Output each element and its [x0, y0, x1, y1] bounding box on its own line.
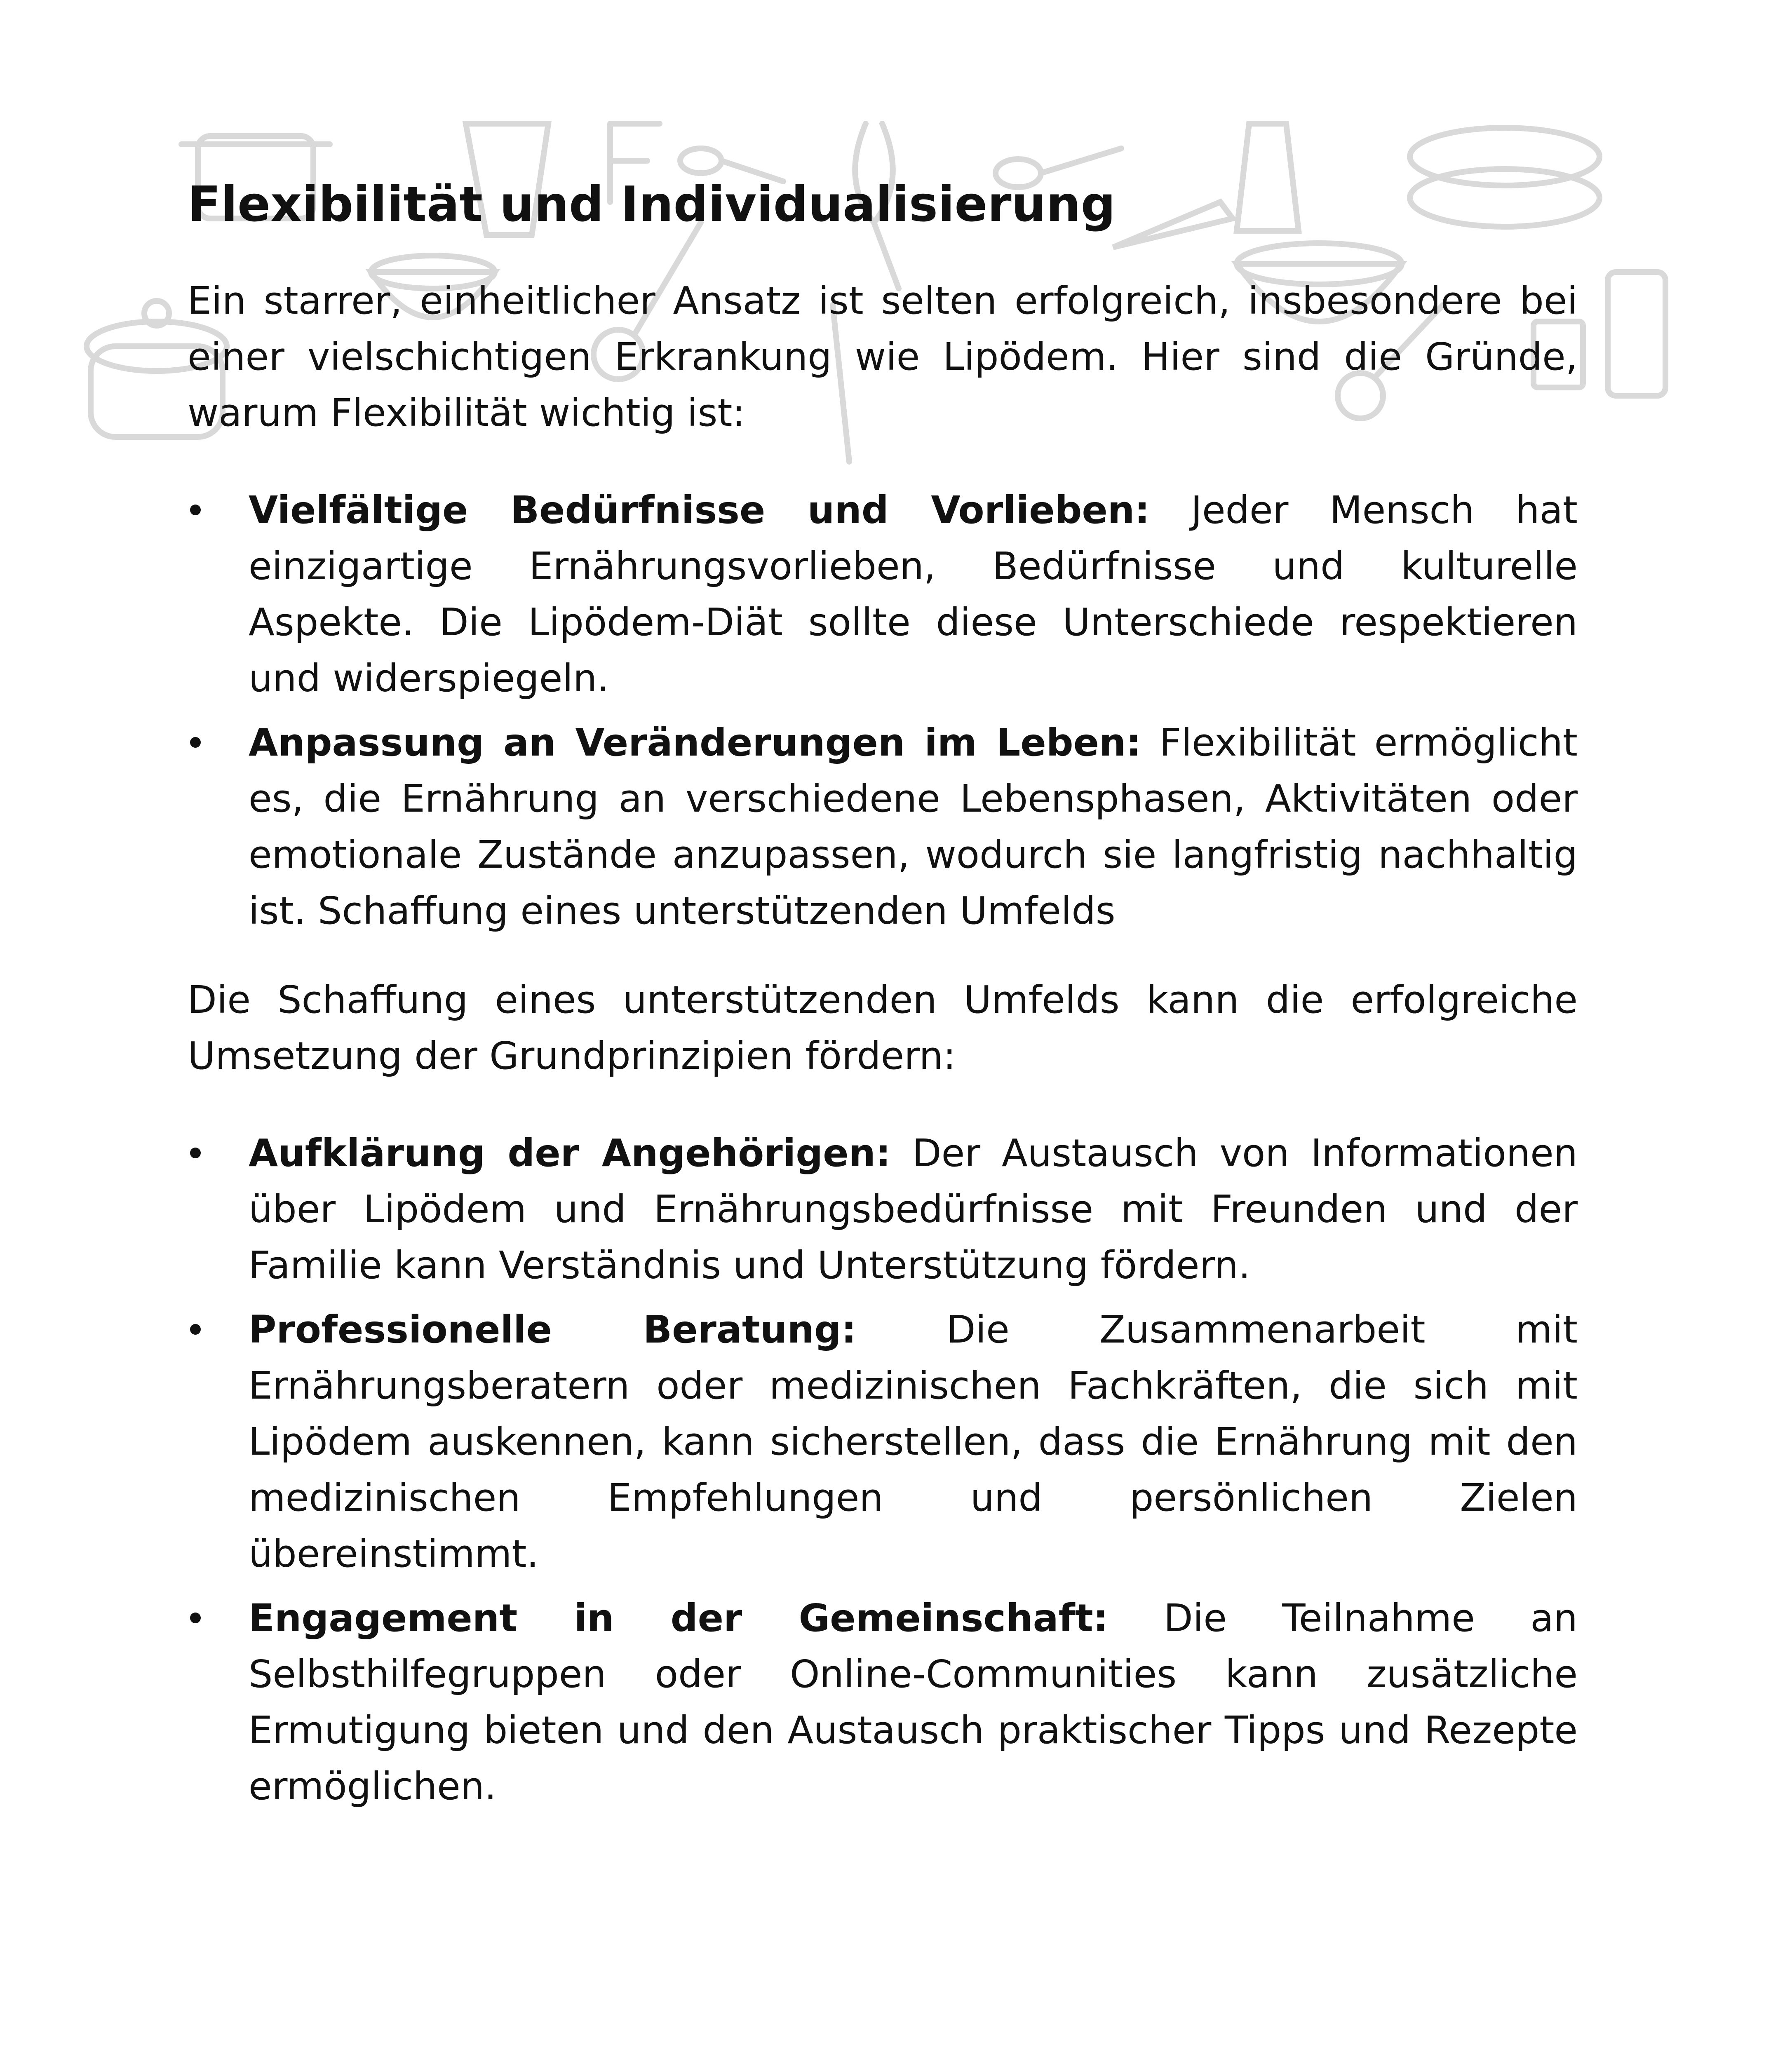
list-item-text: Flexibilität ermöglicht es, die Ernährung an verschiedene Lebensphasen, Aktivitäten oder emotionale Zustände anzupassen, wodurch sie langfristig nachhaltig ist. Schaffung eines unterstützenden Umfelds [249, 721, 1578, 933]
page-content [188, 173, 1578, 1815]
list-item-term: Vielfältige Bedürfnisse und Vorlieben: [249, 488, 1150, 532]
list-item [188, 715, 1578, 939]
section-heading: Flexibilität und Individualisierung [188, 176, 1116, 232]
list-item-term: Anpassung an Veränderungen im Leben: [249, 721, 1141, 765]
list-item-text: Die Teilnahme an Selbsthilfegruppen oder Online-Communities kann zusätzliche Ermutigung bieten und den Austausch praktischer Tipps und Rezepte ermöglichen. [249, 1596, 1578, 1808]
intro-paragraph: Ein starrer, einheitlicher Ansatz ist selten erfolgreich, insbesondere bei einer vielschichtigen Erkrankung wie Lipödem. Hier sind die Gründe, warum Flexibilität wichtig ist: [188, 279, 1578, 435]
list-item [188, 482, 1578, 707]
list-item [188, 1302, 1578, 1582]
list-item-text: Der Austausch von Informationen über Lipödem und Ernährungsbedürfnisse mit Freunden und der Familie kann Verständnis und Unterstützung fördern. [249, 1131, 1578, 1287]
list-item-term: Professionelle Beratung: [249, 1307, 857, 1352]
list-item-term: Engagement in der Gemeinschaft: [249, 1596, 1109, 1640]
list-item-term: Aufklärung der Angehörigen: [249, 1131, 891, 1175]
supportive-environment-list [188, 1125, 1578, 1815]
list-item [188, 1125, 1578, 1293]
supportive-environment-paragraph: Die Schaffung eines unterstützenden Umfelds kann die erfolgreiche Umsetzung der Grundprinzipien fördern: [188, 978, 1578, 1078]
list-item [188, 1590, 1578, 1815]
flexibility-reasons-list [188, 482, 1578, 939]
list-item-text: Jeder Mensch hat einzigartige Ernährungsvorlieben, Bedürfnisse und kulturelle Aspekte. Die Lipödem-Diät sollte diese Unterschiede respektieren und widerspiegeln. [249, 488, 1578, 700]
list-item-text: Die Zusammenarbeit mit Ernährungsberatern oder medizinischen Fachkräften, die sich mit Lipödem auskennen, kann sicherstellen, dass die Ernährung mit den medizinischen Empfehlungen und persönlichen Zielen übereinstimmt. [249, 1307, 1578, 1576]
